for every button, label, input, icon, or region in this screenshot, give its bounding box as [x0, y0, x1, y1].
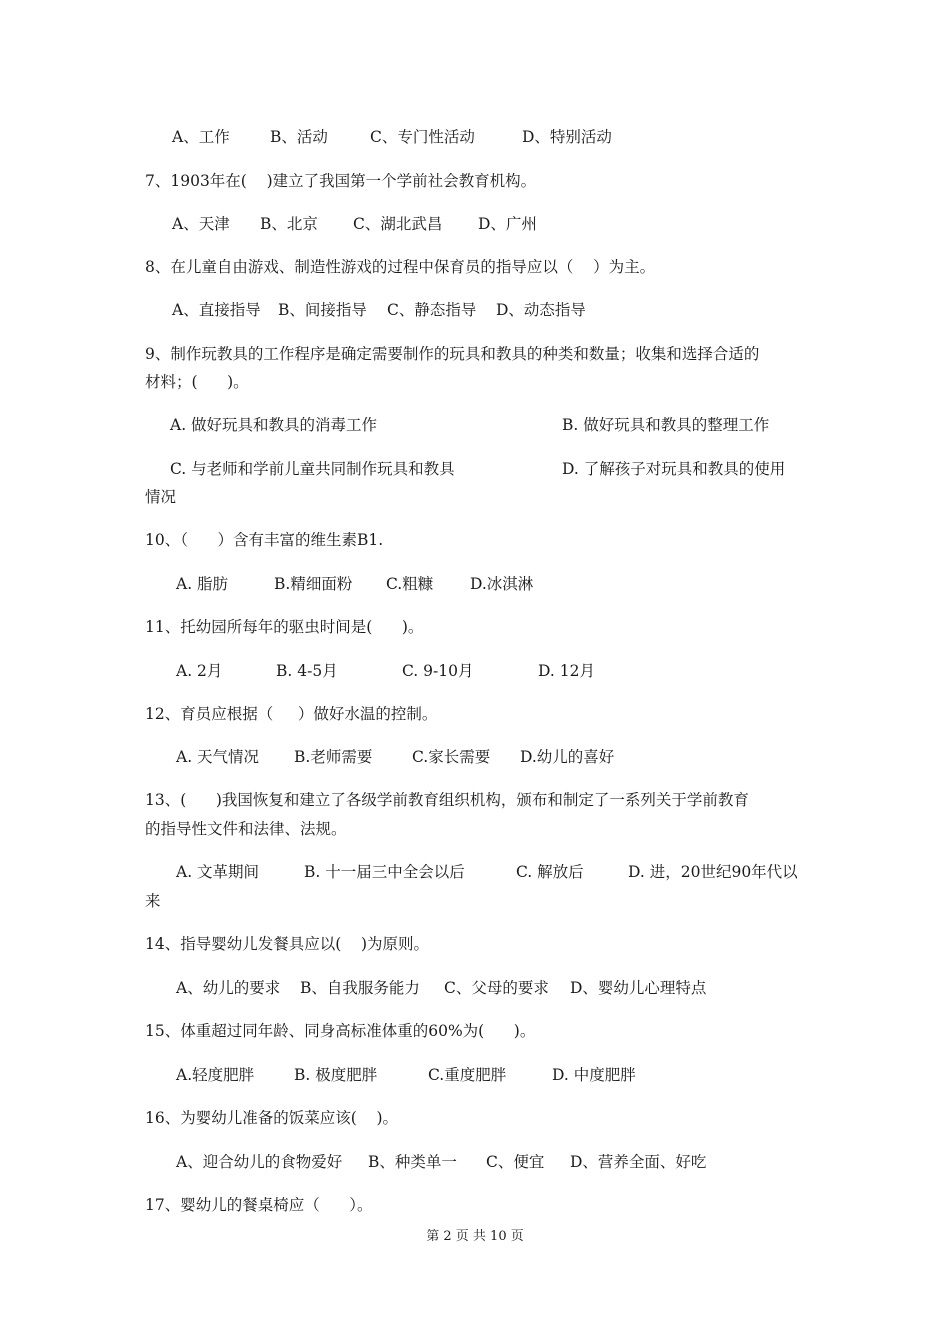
option-a: A、直接指导	[172, 301, 261, 319]
question-13-stem-line-1: 13、( )我国恢复和建立了各级学前教育组织机构，颁布和制定了一系列关于学前教育	[145, 791, 749, 809]
option-c: C.家长需要	[412, 748, 491, 766]
option-d: D. 中度肥胖	[552, 1066, 636, 1084]
option-c: C、专门性活动	[370, 128, 475, 146]
option-a: A. 脂肪	[176, 575, 229, 593]
option-a: A、工作	[172, 128, 230, 146]
option-a: A、幼儿的要求	[176, 979, 281, 997]
option-b: B. 极度肥胖	[294, 1066, 378, 1084]
option-b: B、活动	[270, 128, 328, 146]
option-b: B、自我服务能力	[300, 979, 420, 997]
page-number-footer: 第 2 页 共 10 页	[426, 1229, 524, 1244]
option-a: A.轻度肥胖	[176, 1066, 255, 1084]
option-a: A、迎合幼儿的食物爱好	[176, 1153, 343, 1171]
option-d: D. 12月	[538, 662, 595, 680]
option-d: D. 进，20世纪90年代以	[628, 863, 798, 881]
question-7-stem: 7、1903年在( )建立了我国第一个学前社会教育机构。	[145, 172, 537, 190]
option-d: D、动态指导	[496, 301, 586, 319]
option-d: D.幼儿的喜好	[520, 748, 615, 766]
question-17-stem: 17、婴幼儿的餐桌椅应（ ）。	[145, 1196, 373, 1214]
option-b: B.老师需要	[294, 748, 373, 766]
question-12-stem: 12、育员应根据（ ）做好水温的控制。	[145, 705, 438, 723]
option-b: B. 4-5月	[276, 662, 338, 680]
question-11-stem: 11、托幼园所每年的驱虫时间是( )。	[145, 618, 424, 636]
question-16-stem: 16、为婴幼儿准备的饭菜应该( )。	[145, 1109, 399, 1127]
option-c: C. 解放后	[516, 863, 584, 881]
option-a: A. 做好玩具和教具的消毒工作	[170, 416, 378, 434]
option-d: D.冰淇淋	[470, 575, 534, 593]
option-c: C.粗糠	[386, 575, 434, 593]
option-d: D、婴幼儿心理特点	[570, 979, 707, 997]
question-13-stem-line-2: 的指导性文件和法律、法规。	[145, 820, 347, 838]
option-c: C、便宜	[486, 1153, 545, 1171]
option-a: A. 2月	[176, 662, 223, 680]
question-9-stem-line-1: 9、制作玩教具的工作程序是确定需要制作的玩具和教具的种类和数量；收集和选择合适的	[145, 345, 760, 363]
option-d: D、广州	[478, 215, 537, 233]
option-c: C、静态指导	[387, 301, 477, 319]
question-13-wrap: 来	[145, 892, 161, 910]
option-b: B. 十一届三中全会以后	[304, 863, 465, 881]
option-b: B. 做好玩具和教具的整理工作	[562, 416, 770, 434]
option-c: C、父母的要求	[444, 979, 549, 997]
option-a: A. 天气情况	[176, 748, 260, 766]
option-d: D、营养全面、好吃	[570, 1153, 707, 1171]
option-c: C. 9-10月	[402, 662, 474, 680]
option-c: C.重度肥胖	[428, 1066, 507, 1084]
question-8-stem: 8、在儿童自由游戏、制造性游戏的过程中保育员的指导应以（ ）为主。	[145, 258, 656, 276]
option-d: D. 了解孩子对玩具和教具的使用	[562, 460, 786, 478]
option-b: B、北京	[260, 215, 318, 233]
option-c: C. 与老师和学前儿童共同制作玩具和教具	[170, 460, 455, 478]
question-10-stem: 10、（ ）含有丰富的维生素B1.	[145, 531, 384, 549]
option-c: C、湖北武昌	[353, 215, 443, 233]
option-a: A、天津	[172, 215, 230, 233]
question-14-stem: 14、指导婴幼儿发餐具应以( )为原则。	[145, 935, 430, 953]
question-9-stem-line-2: 材料；( )。	[145, 373, 249, 391]
option-b: B、种类单一	[368, 1153, 457, 1171]
option-d: D、特别活动	[522, 128, 612, 146]
question-9-wrap: 情况	[145, 488, 177, 506]
question-15-stem: 15、体重超过同年龄、同身高标准体重的60%为( )。	[145, 1022, 536, 1040]
option-b: B.精细面粉	[274, 575, 353, 593]
option-a: A. 文革期间	[176, 863, 260, 881]
option-b: B、间接指导	[278, 301, 367, 319]
